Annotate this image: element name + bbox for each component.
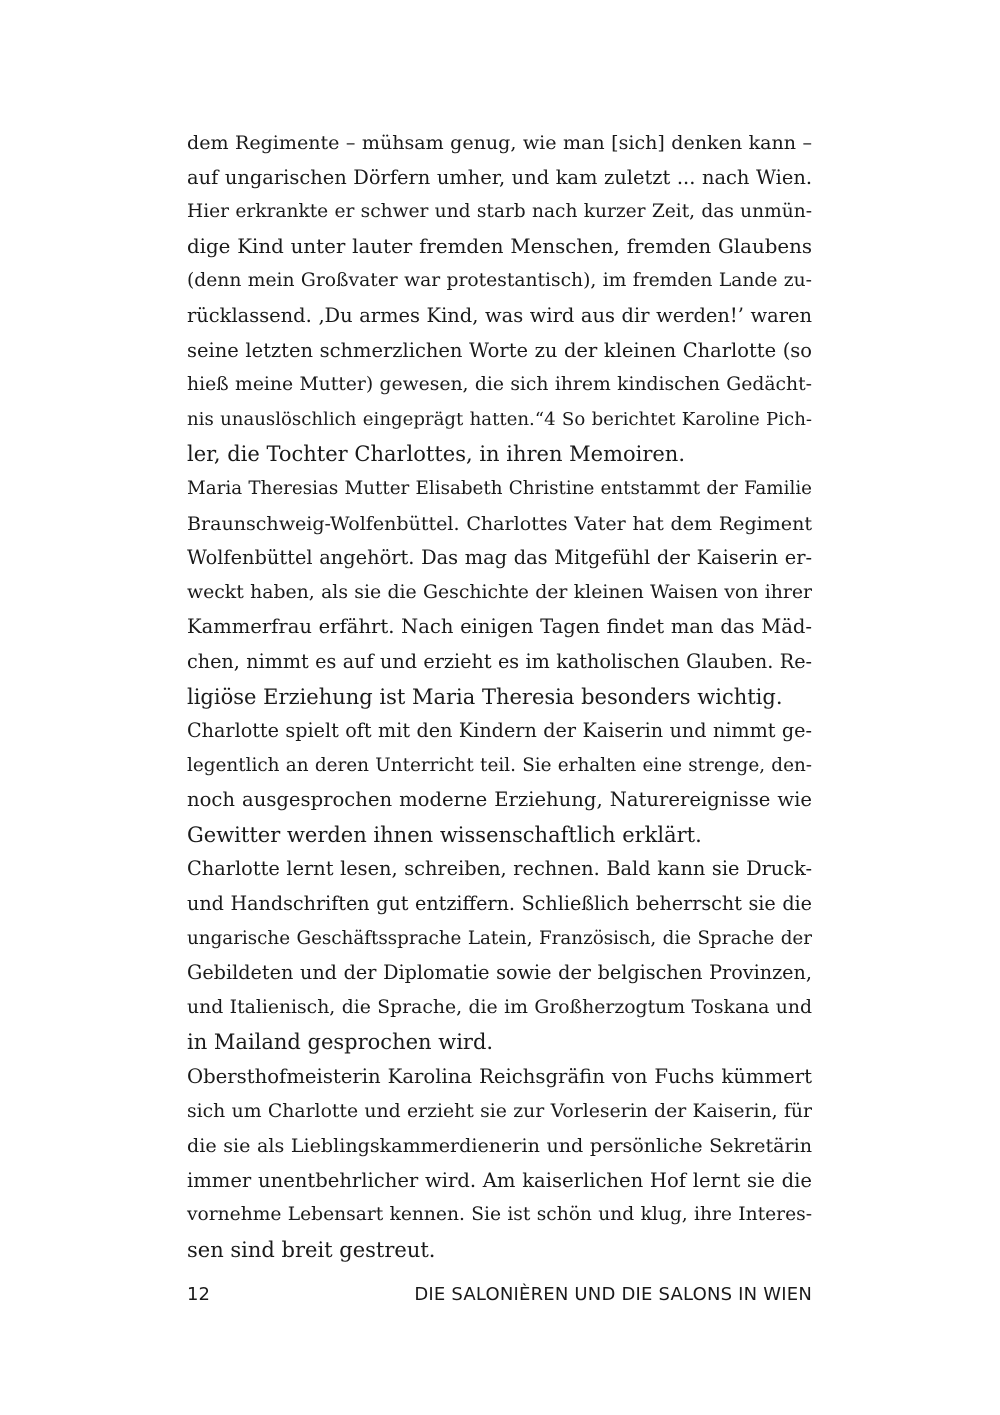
text-line: Charlotte lernt lesen, schreiben, rechnen. Bald kann sie Druck- <box>187 857 812 881</box>
text-line: Obersthofmeisterin Karolina Reichsgräfin von Fuchs kümmert <box>187 1065 812 1089</box>
text-line: dige Kind unter lauter fremden Menschen, fremden Glaubens <box>187 234 812 258</box>
text-line: Gewitter werden ihnen wissenschaftlich erklärt. <box>187 822 702 847</box>
text-line: legentlich an deren Unterricht teil. Sie erhalten eine strenge, den- <box>187 754 812 776</box>
page-footer <box>187 1280 812 1310</box>
text-line: Charlotte spielt oft mit den Kindern der Kaiserin und nimmt ge- <box>187 719 812 743</box>
text-line: immer unentbehrlicher wird. Am kaiserlichen Hof lernt sie die <box>187 1168 812 1192</box>
text-line: nis unauslöschlich eingeprägt hatten.“4 So berichtet Karoline Pich- <box>187 408 812 430</box>
text-line: und Handschriften gut entziffern. Schließlich beherrscht sie die <box>187 892 812 916</box>
text-line: ler, die Tochter Charlottes, in ihren Memoiren. <box>187 442 686 467</box>
text-line: dem Regimente – mühsam genug, wie man [sich] denken kann – <box>187 132 812 154</box>
page-number: 12 <box>187 1284 210 1305</box>
text-line: Gebildeten und der Diplomatie sowie der belgischen Provinzen, <box>187 961 812 985</box>
text-line: seine letzten schmerzlichen Worte zu der kleinen Charlotte (so <box>187 338 812 362</box>
text-line: ligiöse Erziehung ist Maria Theresia besonders wichtig. <box>187 684 783 709</box>
running-head: DIE SALONIÈREN UND DIE SALONS IN WIEN <box>414 1284 812 1305</box>
text-line: Hier erkrankte er schwer und starb nach kurzer Zeit, das unmün- <box>187 201 812 223</box>
text-line: weckt haben, als sie die Geschichte der kleinen Waisen von ihrer <box>187 581 812 603</box>
text-line: sich um Charlotte und erzieht sie zur Vorleserin der Kaiserin, für <box>187 1100 812 1122</box>
text-line: rücklassend. ‚Du armes Kind, was wird aus dir werden!’ waren <box>187 303 812 327</box>
text-line: hieß meine Mutter) gewesen, die sich ihrem kindischen Gedächt- <box>187 374 812 396</box>
text-line: Wolfenbüttel angehört. Das mag das Mitgefühl der Kaiserin er- <box>187 546 812 570</box>
text-line: vornehme Lebensart kennen. Sie ist schön und klug, ihre Interes- <box>187 1204 812 1226</box>
body-text <box>187 126 812 1268</box>
text-line: Kammerfrau erfährt. Nach einigen Tagen findet man das Mäd- <box>187 615 812 639</box>
text-line: die sie als Lieblingskammerdienerin und persönliche Sekretärin <box>187 1134 812 1158</box>
text-line: noch ausgesprochen moderne Erziehung, Naturereignisse wie <box>187 788 812 812</box>
text-line: ungarische Geschäftssprache Latein, Französisch, die Sprache der <box>187 927 812 949</box>
text-line: sen sind breit gestreut. <box>187 1238 436 1262</box>
text-line: (denn mein Großvater war protestantisch), im fremden Lande zu- <box>187 270 812 292</box>
text-line: Maria Theresias Mutter Elisabeth Christine entstammt der Familie <box>187 477 812 499</box>
text-line: auf ungarischen Dörfern umher, und kam zuletzt ... nach Wien. <box>187 165 812 189</box>
text-line: Braunschweig-Wolfenbüttel. Charlottes Vater hat dem Regiment <box>187 512 812 535</box>
text-line: chen, nimmt es auf und erzieht es im katholischen Glauben. Re- <box>187 649 812 673</box>
text-line: in Mailand gesprochen wird. <box>187 1030 494 1055</box>
text-line: und Italienisch, die Sprache, die im Großherzogtum Toskana und <box>187 996 812 1018</box>
